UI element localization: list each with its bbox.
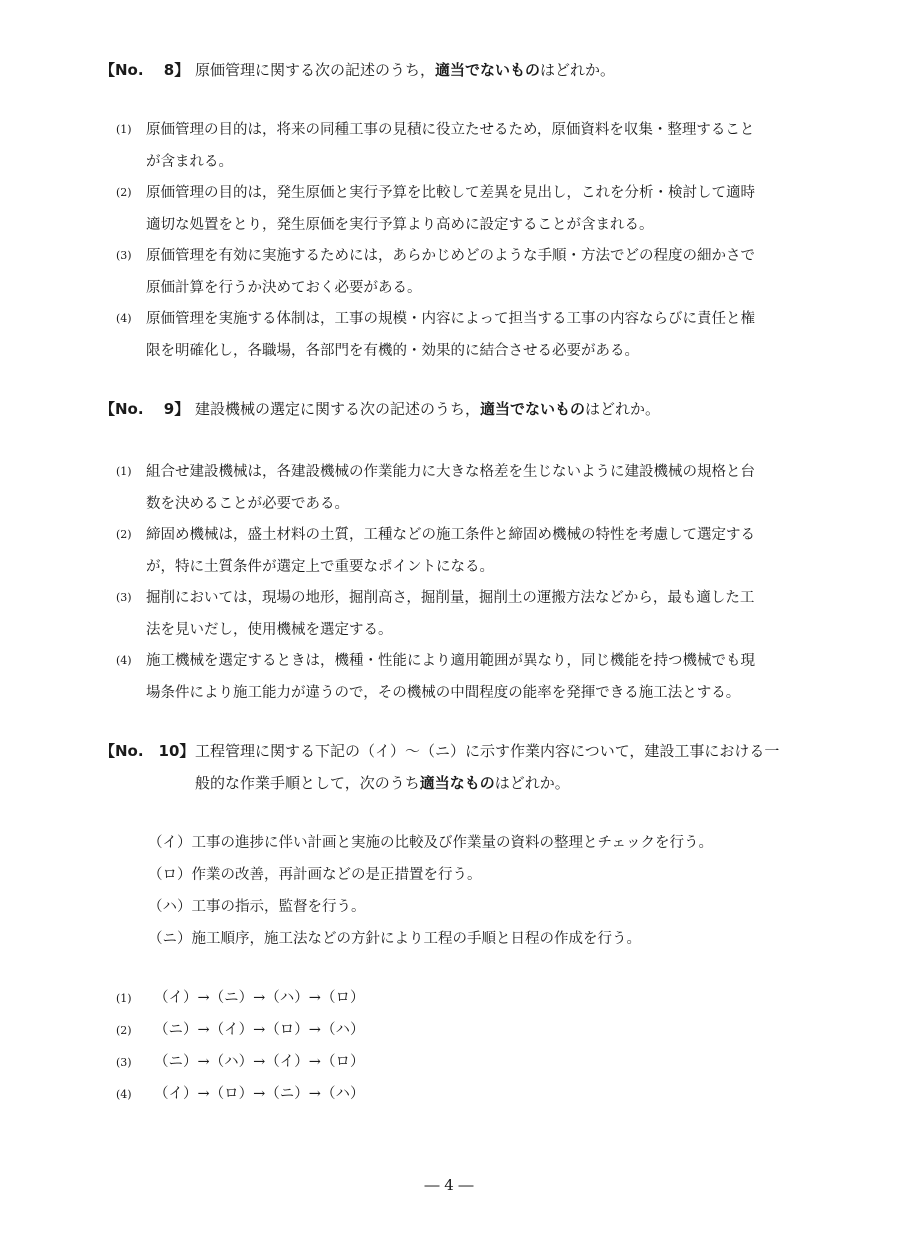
q10-choice-4: (4) （イ）→（ロ）→（ニ）→（ハ） [116,1086,365,1102]
exam-page: 【No. 8】 原価管理に関する次の記述のうち，適当でないものはどれか。 (1) 原価管理の目的は，将来の同種工事の見積に役立たせるため，原価資料を収集・整理すること が含まれる。 (2) 原価管理の目的は，発生原価と実行予算を比較して差異を見出し，これを分析・検討して適時 適切な処置をとり，発生原価を実行予算より高めに設定することが含まれる。 (3) 原価管理を有効に実施するためには，あらかじめどのような手順・方法でどの程度の細かさで 原価計算を行うか決めておく必要がある。 (4) 原価管理を実施する体制は，工事の規模・内容によって担当する工事の内容ならびに責任と権 限を明確化し，各職場，各部門を有機的・効果的に結合させる必要がある。 【No. 9】 建設機械の選定に関する次の記述のうち，適当でないものはどれか。 (1) 組合せ建設機械は，各建設機械の作業能力に大きな格差を生じないように建設機械の規格と台 数を決めることが必要である。 (2) 締固め機械は，盛土材料の土質，工種などの施工条件と締固め機械の特性を考慮して選定する が，特に土質条件が選定上で重要なポイントになる。 (3) 掘削においては，現場の地形，掘削高さ，掘削量，掘削土の運搬方法などから，最も適した工 法を見いだし，使用機械を選定する。 (4) 施工機械を選定するときは，機種・性能により適用範囲が異なり，同じ機能を持つ機械でも現 場条件により施工能力が違うので，その機械の中間程度の能率を発揮できる施工法とする。 【No. 10】 工程管理に関する下記の（イ）～（ニ）に示す作業内容について，建設工事における一 般的な作業手順として，次のうち適当なものはどれか。 （イ）工事の進捗に伴い計画と実施の比較及び作業量の資料の整理とチェックを行う。 （ロ）作業の改善，再計画などの是正措置を行う。 （ハ）工事の指示，監督を行う。 （ニ）施工順序，施工法などの方針により工程の手順と日程の作成を行う。 (1) （イ）→（ニ）→（ハ）→（ロ） (2) （ニ）→（イ）→（ロ）→（ハ） (3) （ニ）→（ハ）→（イ）→（ロ） (4) （イ）→（ロ）→（ニ）→（ハ） ― 4 ― [0,0,898,1240]
work-step-ro: （ロ）作業の改善，再計画などの是正措置を行う。 [148,867,482,883]
question-number: 【No. 10】 [100,742,195,760]
question-number: 【No. 8】 [100,61,190,79]
question-prompt: 建設機械の選定に関する次の記述のうち，適当でないものはどれか。 [195,400,661,418]
question-prompt: 原価管理に関する次の記述のうち，適当でないものはどれか。 [195,61,616,79]
work-step-ni: （ニ）施工順序，施工法などの方針により工程の手順と日程の作成を行う。 [148,931,641,947]
question-prompt-line-1: 工程管理に関する下記の（イ）～（ニ）に示す作業内容について，建設工事における一 [195,742,780,760]
question-9-header [100,398,661,420]
q10-choice-1: (1) （イ）→（ニ）→（ハ）→（ロ） [116,990,365,1006]
q10-choice-3: (3) （ニ）→（ハ）→（イ）→（ロ） [116,1054,365,1070]
work-step-i: （イ）工事の進捗に伴い計画と実施の比較及び作業量の資料の整理とチェックを行う。 [148,835,714,851]
question-prompt-line-2: 般的な作業手順として，次のうち適当なものはどれか。 [195,774,570,792]
page-number: ― 4 ― [424,1176,474,1194]
question-number: 【No. 9】 [100,400,190,418]
question-10-header [100,740,780,792]
question-8-header [100,59,616,81]
work-step-ha: （ハ）工事の指示，監督を行う。 [148,899,366,915]
q10-choice-2: (2) （ニ）→（イ）→（ロ）→（ハ） [116,1022,365,1038]
